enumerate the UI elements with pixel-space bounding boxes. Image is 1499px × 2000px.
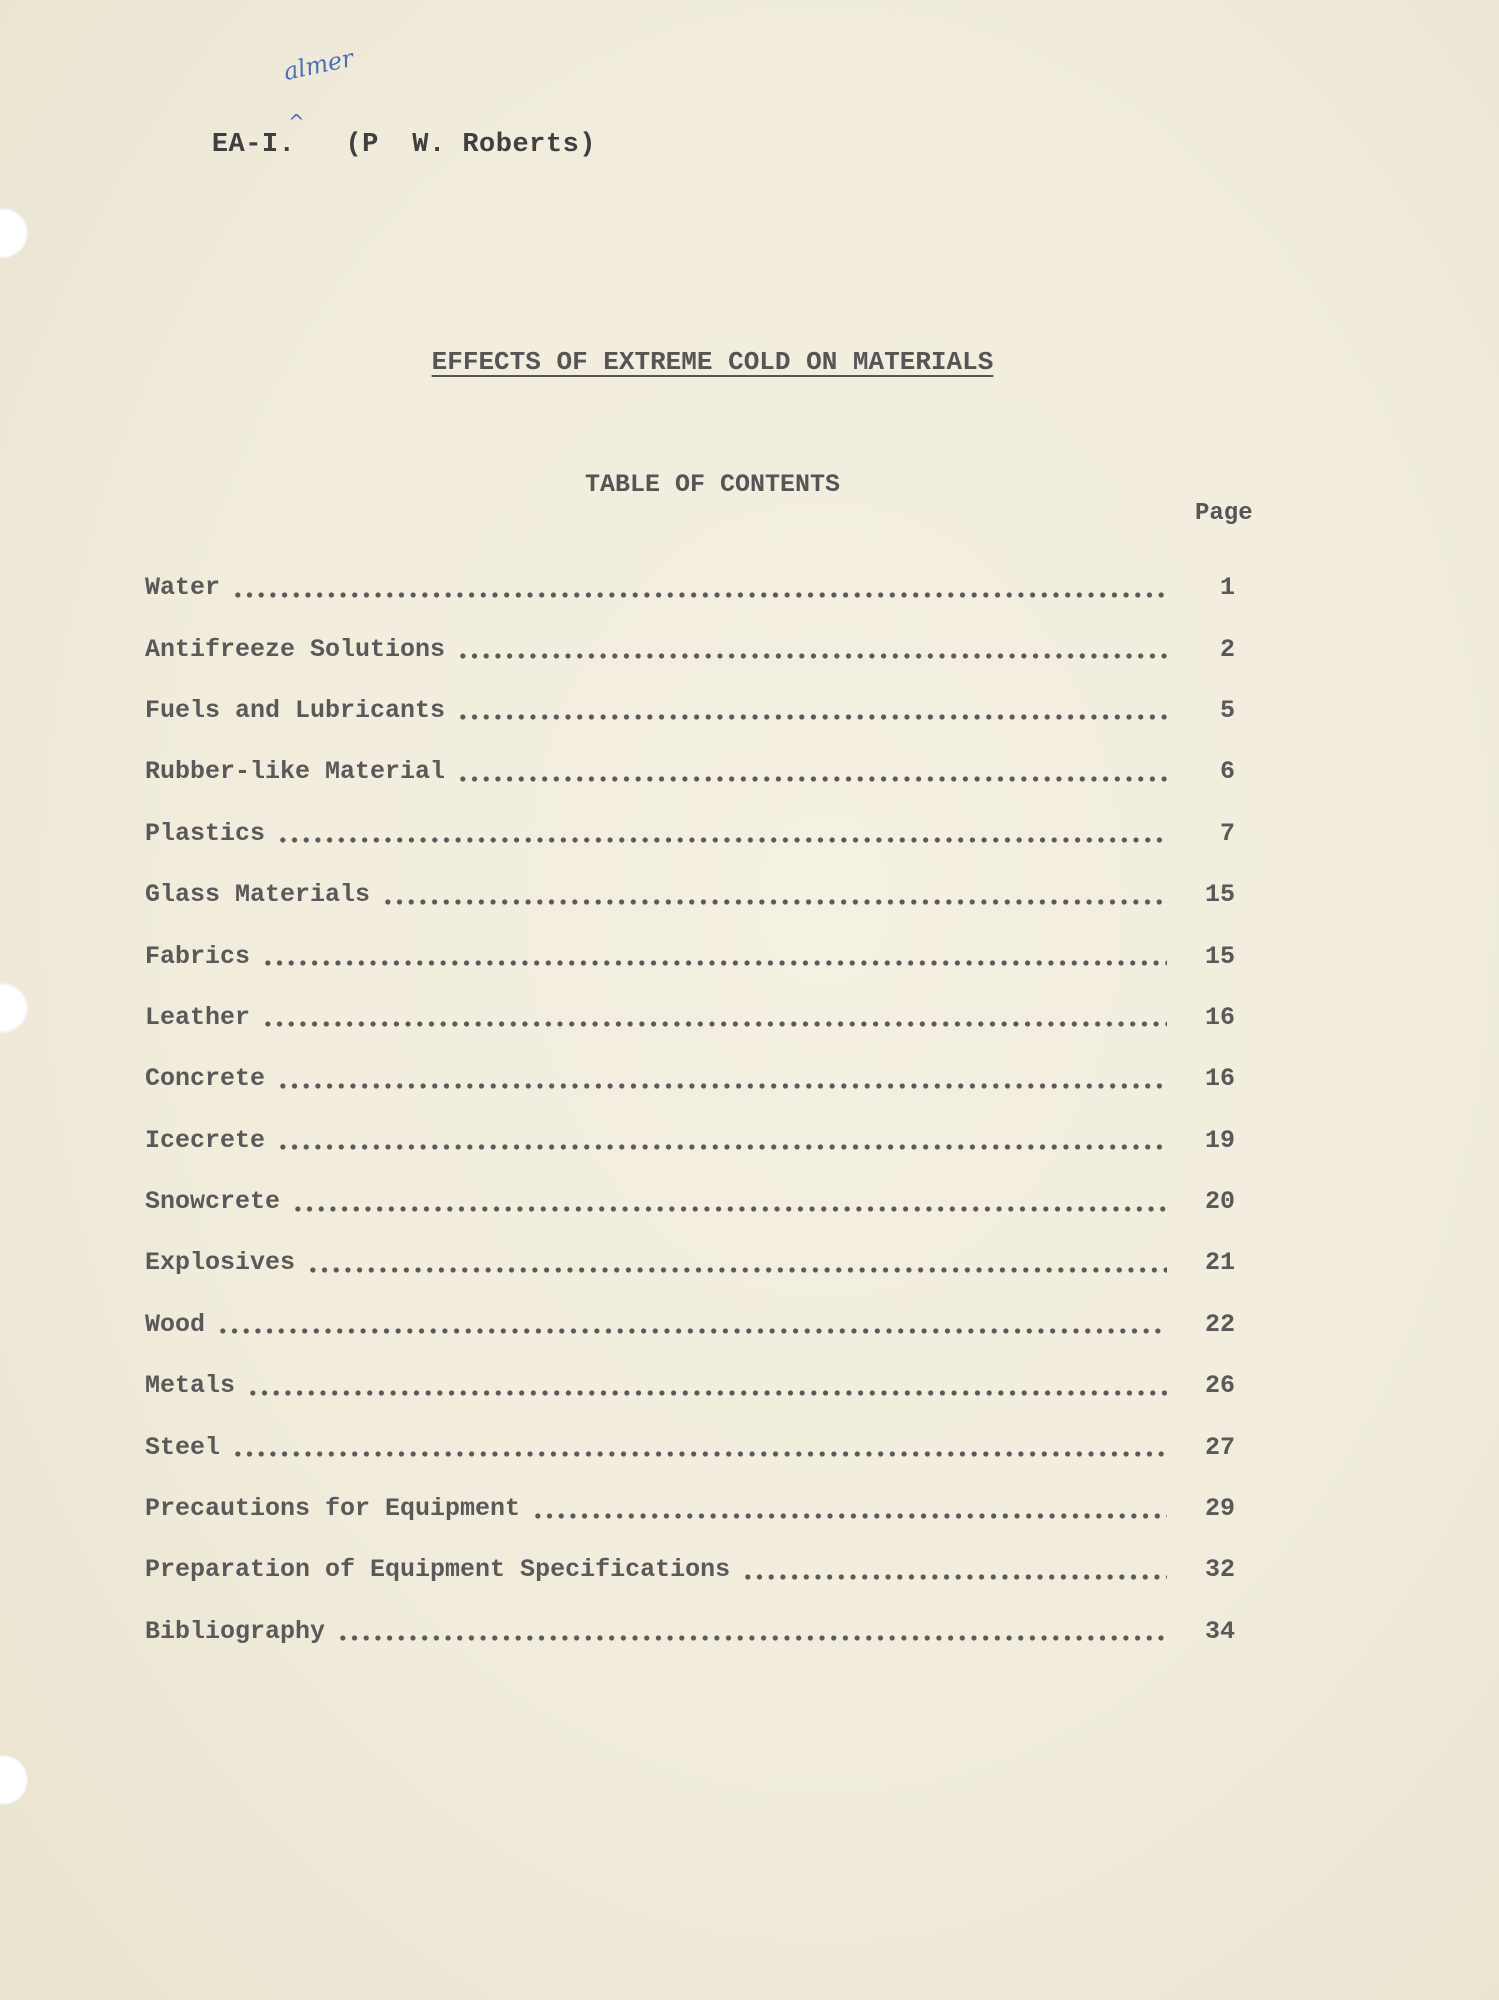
toc-entry bbox=[145, 680, 1255, 741]
toc-entry-title: Bibliography bbox=[145, 1616, 326, 1646]
dot-leader bbox=[247, 1389, 1167, 1397]
toc-entry bbox=[145, 557, 1255, 618]
toc-entry-page: 15 bbox=[1204, 941, 1235, 971]
toc-entry-page: 5 bbox=[1219, 695, 1235, 725]
toc-entry-page: 1 bbox=[1219, 573, 1235, 603]
dot-leader bbox=[277, 1082, 1167, 1090]
handwritten-caret: ^ bbox=[288, 110, 305, 134]
toc-entry-title: Snowcrete bbox=[145, 1187, 281, 1217]
toc-entry bbox=[145, 803, 1255, 864]
dot-leader bbox=[307, 1266, 1167, 1274]
punch-hole-top bbox=[0, 208, 28, 258]
toc-entry bbox=[145, 987, 1255, 1048]
toc-entry-title: Fuels and Lubricants bbox=[145, 695, 446, 725]
toc-entry bbox=[145, 1110, 1255, 1171]
toc-entry-title: Glass Materials bbox=[145, 880, 371, 910]
toc-entry-page: 19 bbox=[1204, 1125, 1235, 1155]
dot-leader bbox=[292, 1205, 1167, 1213]
dot-leader bbox=[337, 1634, 1167, 1642]
toc-entry-title: Preparation of Equipment Specifications bbox=[145, 1555, 731, 1585]
toc-entry bbox=[145, 741, 1255, 802]
toc-entry-title: Steel bbox=[145, 1432, 221, 1462]
dot-leader bbox=[262, 959, 1167, 967]
toc-entry-title: Fabrics bbox=[145, 941, 251, 971]
toc-entry bbox=[145, 925, 1255, 986]
toc-entry-page: 16 bbox=[1204, 1002, 1235, 1032]
author-name: (P W. Roberts) bbox=[345, 130, 596, 160]
toc-heading: TABLE OF CONTENTS bbox=[584, 470, 841, 499]
handwritten-name-correction: almer bbox=[281, 43, 356, 86]
toc-entry-page: 32 bbox=[1204, 1555, 1235, 1585]
dot-leader bbox=[457, 652, 1167, 660]
dot-leader bbox=[232, 1450, 1167, 1458]
dot-leader bbox=[277, 1143, 1167, 1151]
table-of-contents bbox=[145, 557, 1255, 1662]
toc-entry-title: Concrete bbox=[145, 1064, 266, 1094]
toc-entry-title: Precautions for Equipment bbox=[145, 1494, 521, 1524]
toc-entry bbox=[145, 1355, 1255, 1416]
toc-entry-title: Wood bbox=[145, 1309, 206, 1339]
toc-entry bbox=[145, 1048, 1255, 1109]
page-column-label: Page bbox=[1195, 500, 1253, 527]
punch-hole-bottom bbox=[0, 1755, 28, 1805]
toc-entry-page: 6 bbox=[1219, 757, 1235, 787]
dot-leader bbox=[532, 1512, 1167, 1520]
toc-entry-page: 29 bbox=[1204, 1494, 1235, 1524]
toc-entry-page: 34 bbox=[1204, 1616, 1235, 1646]
toc-entry-page: 26 bbox=[1204, 1371, 1235, 1401]
dot-leader bbox=[217, 1327, 1167, 1335]
toc-entry-title: Metals bbox=[145, 1371, 236, 1401]
toc-entry-page: 7 bbox=[1219, 818, 1235, 848]
toc-entry-title: Rubber-like Material bbox=[145, 757, 446, 787]
toc-entry-page: 16 bbox=[1204, 1064, 1235, 1094]
toc-entry bbox=[145, 618, 1255, 679]
dot-leader bbox=[382, 898, 1167, 906]
dot-leader bbox=[232, 591, 1167, 599]
toc-entry-title: Icecrete bbox=[145, 1125, 266, 1155]
toc-entry-page: 27 bbox=[1204, 1432, 1235, 1462]
toc-entry bbox=[145, 1171, 1255, 1232]
header-line bbox=[145, 100, 596, 190]
toc-entry-page: 15 bbox=[1204, 880, 1235, 910]
toc-entry bbox=[145, 1478, 1255, 1539]
dot-leader bbox=[277, 836, 1167, 844]
document-title: EFFECTS OF EXTREME COLD ON MATERIALS bbox=[431, 347, 994, 377]
toc-entry-title: Explosives bbox=[145, 1248, 296, 1278]
toc-entry bbox=[145, 864, 1255, 925]
toc-entry-title: Leather bbox=[145, 1002, 251, 1032]
dot-leader bbox=[262, 1020, 1167, 1028]
toc-entry bbox=[145, 1232, 1255, 1293]
toc-entry-title: Plastics bbox=[145, 818, 266, 848]
dot-leader bbox=[742, 1573, 1167, 1581]
toc-entry bbox=[145, 1416, 1255, 1477]
toc-entry-title: Antifreeze Solutions bbox=[145, 634, 446, 664]
toc-entry bbox=[145, 1601, 1255, 1662]
toc-entry-page: 20 bbox=[1204, 1187, 1235, 1217]
punch-hole-middle bbox=[0, 983, 28, 1033]
toc-entry-title: Water bbox=[145, 573, 221, 603]
toc-entry-page: 2 bbox=[1219, 634, 1235, 664]
toc-entry bbox=[145, 1539, 1255, 1600]
toc-entry bbox=[145, 1294, 1255, 1355]
dot-leader bbox=[457, 775, 1167, 783]
dot-leader bbox=[457, 713, 1167, 721]
toc-entry-page: 22 bbox=[1204, 1309, 1235, 1339]
toc-entry-page: 21 bbox=[1204, 1248, 1235, 1278]
document-reference: EA-I. bbox=[211, 130, 296, 160]
